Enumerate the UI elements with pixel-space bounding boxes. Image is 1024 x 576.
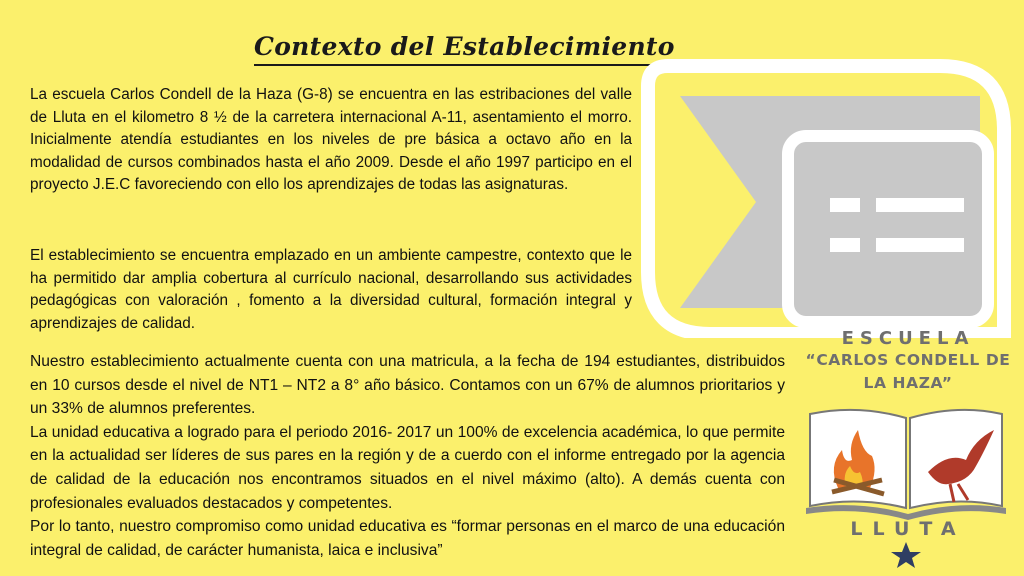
star-icon bbox=[891, 542, 921, 568]
logo-emblem bbox=[798, 400, 1018, 572]
logo-text-lluta: LLUTA bbox=[850, 518, 966, 540]
document-list-icon bbox=[640, 58, 1020, 338]
page-title: Contexto del Establecimiento bbox=[254, 31, 675, 66]
paragraph-excellence: La unidad educativa a logrado para el periodo 2016- 2017 un 100% de excelencia académica, lo que permite en la actualidad ser líderes de sus pares en la región y de a cuerdo con el informe entregado por la agencia de calidad de la educación nos encontramos situados en el nivel máximo (alto). A demás cuenta con profesionales evaluados destacados y competentes. bbox=[30, 423, 785, 512]
logo-text-name: “CARLOS CONDELL DE bbox=[805, 351, 1011, 369]
paragraph-commitment: Por lo tanto, nuestro compromiso como unidad educativa es “formar personas en el marco de una educación integral de calidad, de carácter humanista, laica e inclusiva” bbox=[30, 518, 785, 559]
logo-text-name-2: LA HAZA” bbox=[863, 374, 953, 392]
paragraph-location: La escuela Carlos Condell de la Haza (G-8) se encuentra en las estribaciones del valle de Lluta en el kilometro 8 ½ de la carretera internacional A-11, asentamiento el morro. Inicialmente atendía estudiantes en los niveles de pre básica a octavo año en la modalidad de cursos combinados hasta el año 2009. Desde el año 1997 participo en el proyecto J.E.C favoreciendo con ello los aprendizajes de todas las asignaturas. bbox=[30, 86, 632, 194]
document-card bbox=[788, 136, 988, 322]
paragraph-environment: El establecimiento se encuentra emplazado en un ambiente campestre, contexto que le ha permitido dar amplia cobertura al currículo nacional, desarrollando sus actividades pedagógicas con valoración , fomento a la diversidad cultural, formación integral y aprendizajes de calidad. bbox=[30, 247, 632, 332]
school-logo bbox=[798, 322, 1018, 572]
paragraph-block-bottom bbox=[30, 350, 785, 562]
logo-text-escuela: ESCUELA bbox=[841, 328, 975, 349]
paragraph-enrollment: Nuestro establecimiento actualmente cuenta con una matricula, a la fecha de 194 estudiantes, distribuidos en 10 cursos desde el nivel de NT1 – NT2 a 8° año básico. Contamos con un 67% de alumnos prioritarios y un 33% de alumnos preferentes. bbox=[30, 353, 785, 418]
